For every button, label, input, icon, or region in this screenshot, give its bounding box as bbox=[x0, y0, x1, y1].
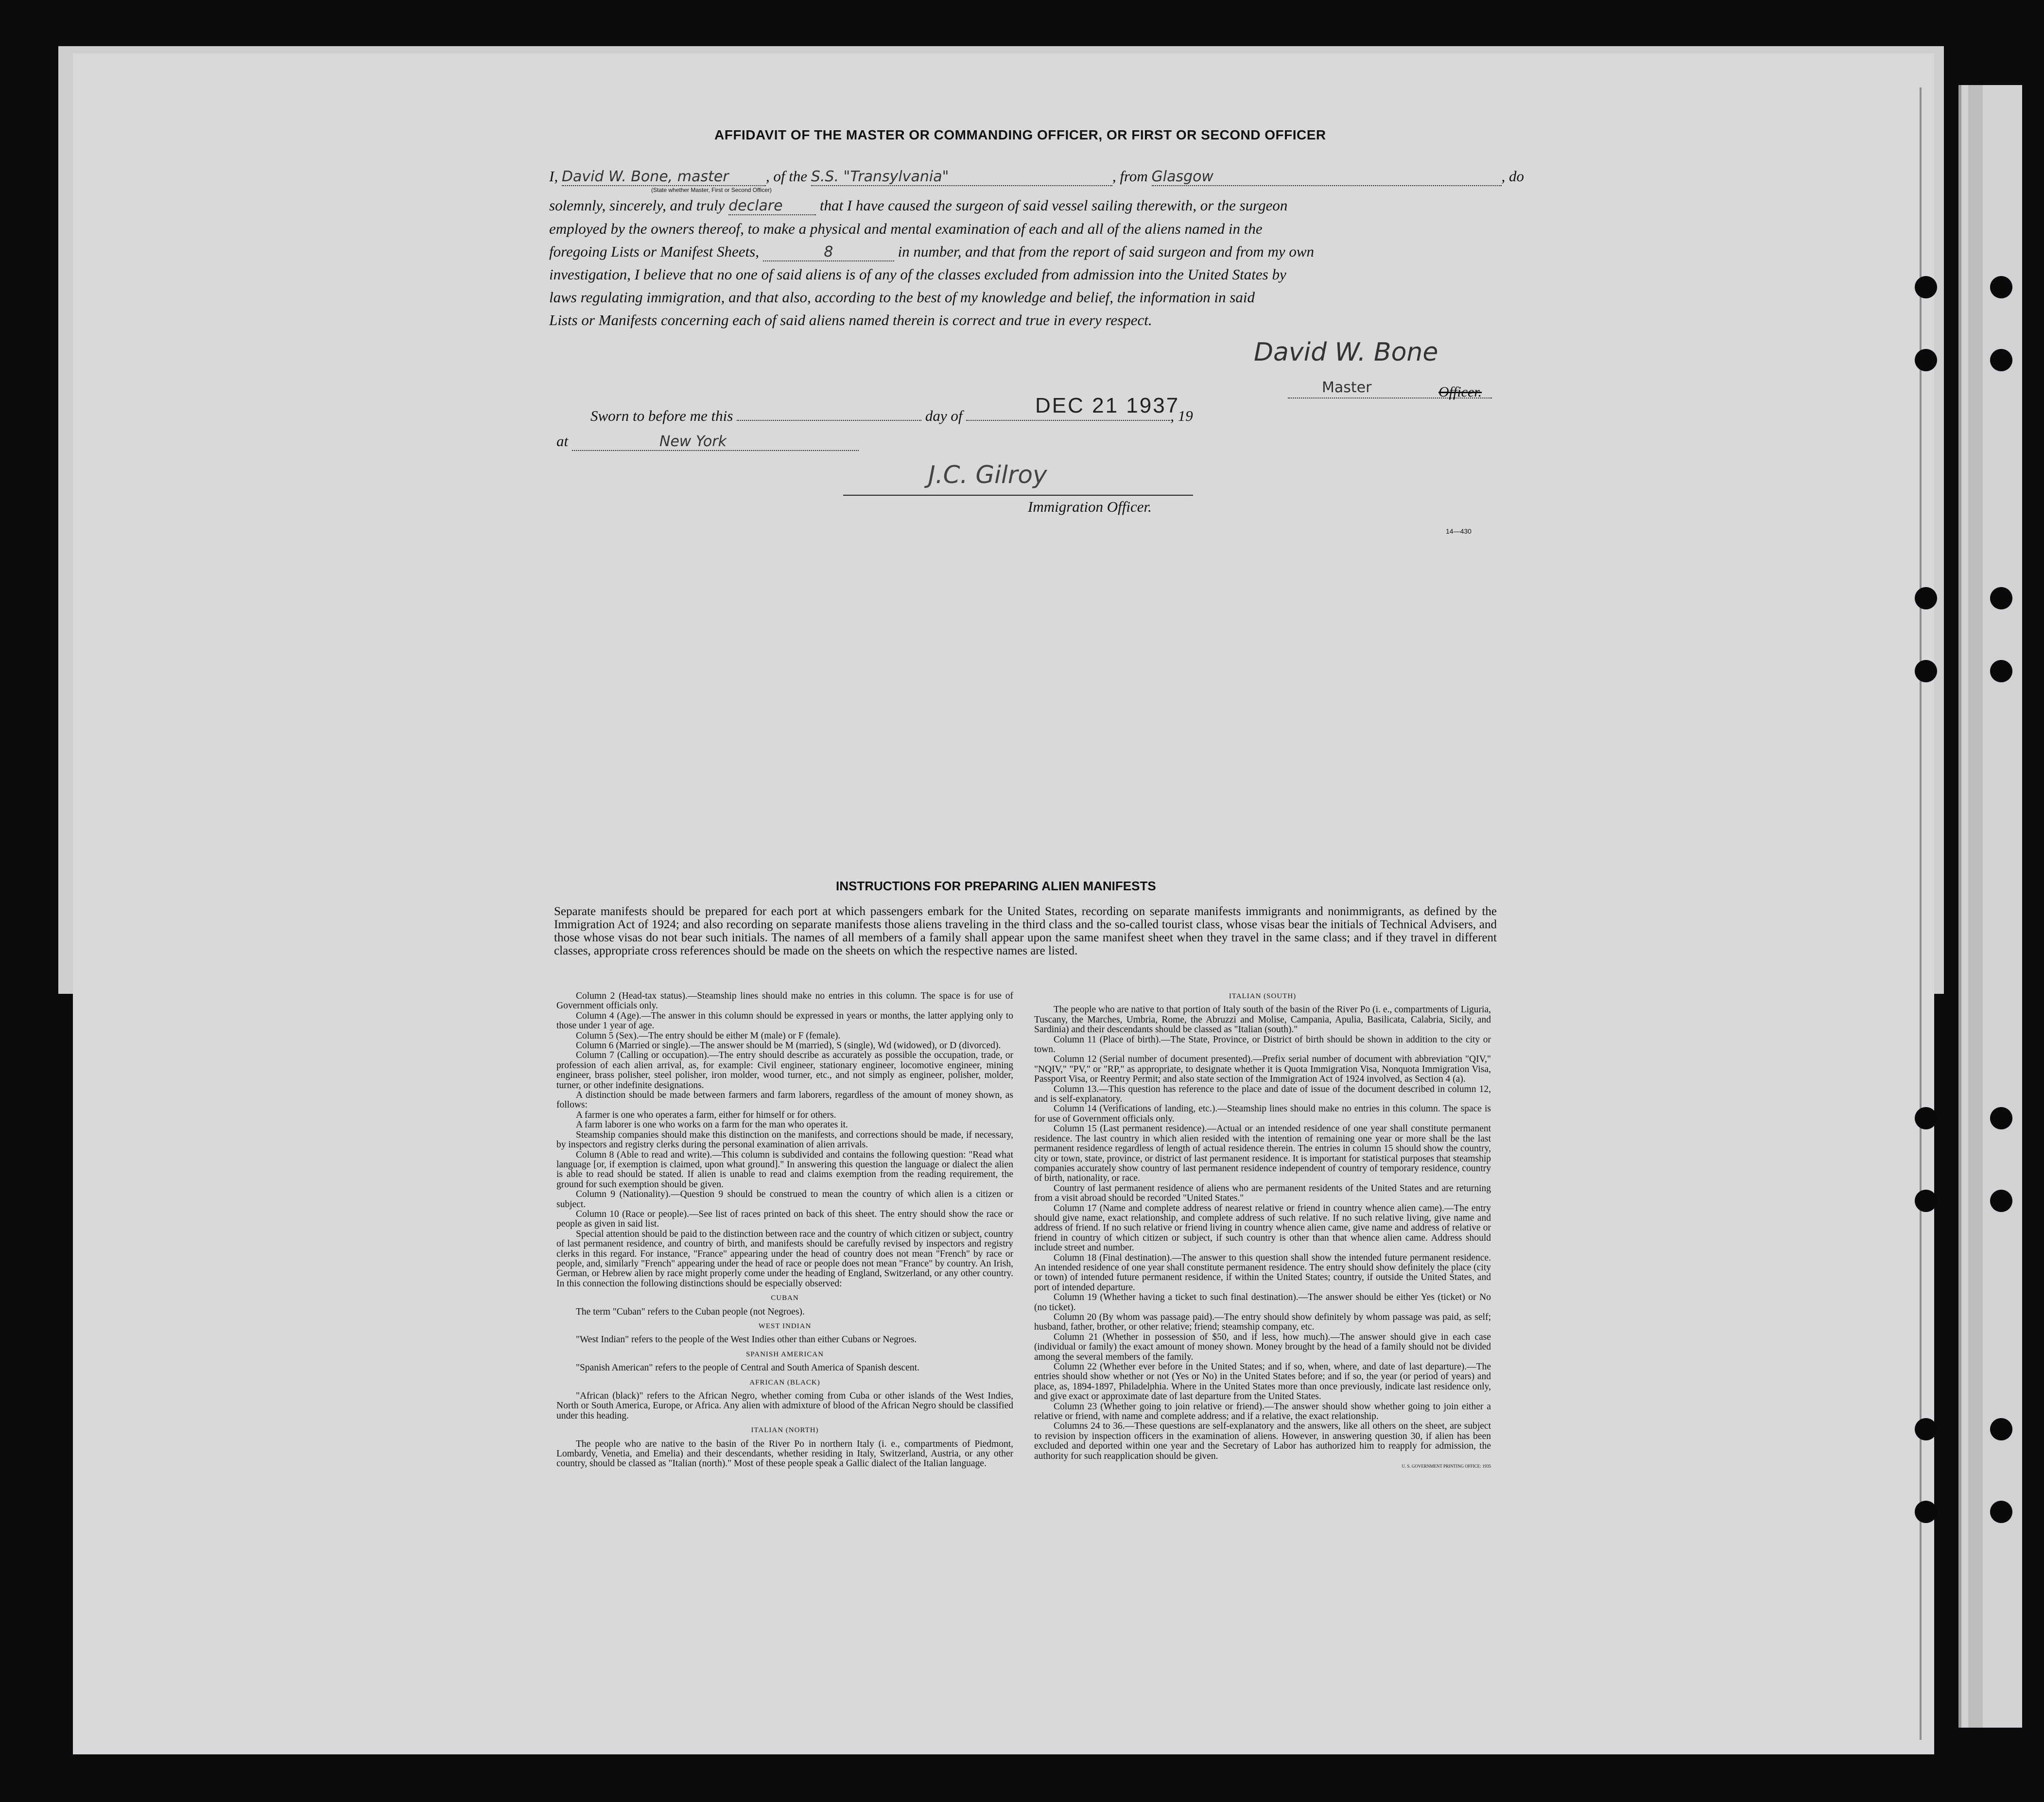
officer-title: Immigration Officer. bbox=[1028, 498, 1152, 515]
port-field bbox=[1152, 168, 1502, 186]
declare-word: declare bbox=[728, 197, 783, 214]
role-printed: Officer. bbox=[1438, 384, 1482, 400]
place-name: New York bbox=[659, 433, 727, 450]
section-heading: ITALIAN (NORTH) bbox=[751, 1426, 819, 1435]
master-signature: David W. Bone bbox=[1254, 338, 1438, 367]
punch-hole bbox=[1990, 660, 2012, 682]
instruction-paragraph: Column 8 (Able to read and write).—This column is subdivided and contains the following question: "Read what language [or, if exemption is claimed, upon what ground]." In answering this question the language or dialect the alien is able to read should be stated. If alien is unable to read and claims exemption from the reading requirement, the ground for such exemption should be given. bbox=[556, 1149, 1013, 1190]
instruction-paragraph: Column 12 (Serial number of document presented).—Prefix serial number of document with abbreviation "QIV," "NQIV," "PV," or "RP," as appropriate, to designate whether it is Quota Immigration Visa, Nonquota Immigration Visa, Passport Visa, or Reentry Permit; and also state section of the Immigration Act of 1924 involved, as Section 4 (a). bbox=[1034, 1054, 1491, 1085]
instruction-paragraph: Column 14 (Verifications of landing, etc.).—Steamship lines should make no entries in this column. The space is for use of Government officials only. bbox=[1034, 1104, 1491, 1124]
instruction-paragraph: Column 9 (Nationality).—Question 9 should be construed to mean the country of which alien is a citizen or subject. bbox=[556, 1189, 1013, 1210]
fold-line bbox=[1920, 87, 1922, 1740]
instruction-paragraph: A farm laborer is one who works on a farm for the man who operates it. bbox=[576, 1120, 848, 1130]
affidavit-line-6: laws regulating immigration, and that also, according to the best of my knowledge and belief, the information in said bbox=[549, 289, 1255, 306]
text: , do bbox=[1501, 168, 1524, 185]
instruction-paragraph: Steamship companies should make this distinction on the manifests, and corrections should be made, if necessary, by inspectors and registry clerks during the personal examination of alien arrivals. bbox=[556, 1129, 1013, 1150]
instruction-paragraph: Column 22 (Whether ever before in the United States; and if so, when, where, and date of last departure).—The entries should show whether or not (Yes or No) in the United States before; and if so, the year (or period of years) and place, as, 1894-1897, Philadelphia. Where in the United States more than once previously, indicate last residence only, and give exact or approximate date of last departure from the United States. bbox=[1034, 1362, 1491, 1402]
punch-hole bbox=[1990, 587, 2012, 609]
manifest-sheet bbox=[73, 53, 1934, 1754]
sheet-count-field bbox=[763, 243, 894, 261]
punch-hole bbox=[1915, 349, 1937, 371]
vessel-name: S.S. "Transylvania" bbox=[811, 168, 949, 185]
officer-signature-line bbox=[843, 495, 1193, 496]
master-name: David W. Bone, master bbox=[561, 168, 729, 185]
section-heading: WEST INDIAN bbox=[758, 1322, 812, 1330]
instruction-paragraph: The term "Cuban" refers to the Cuban people (not Negroes). bbox=[576, 1306, 805, 1317]
instructions-left-column bbox=[556, 991, 1013, 1469]
instruction-paragraph: Country of last permanent residence of aliens who are permanent residents of the United States and are returning from a visit abroad should be recorded "United States." bbox=[1034, 1183, 1491, 1204]
instruction-paragraph: Special attention should be paid to the distinction between race and the country of which citizen or subject, country of last permanent residence, and country of birth, and manifests should be carefully revised by inspectors and registry clerks in this regard. For instance, "France" appearing under the head of country does not mean "French" by race or people, and, similarly "French" appearing under the head of race or people does not mean "France" by country. An Irish, German, or Hebrew alien by race might properly come under the heading of England, Switzerland, or any other country. In this connection the following distinctions should be especially observed: bbox=[556, 1229, 1013, 1289]
instruction-paragraph: Column 11 (Place of birth).—The State, Province, or District of birth should be shown in addition to the city or town. bbox=[1034, 1034, 1491, 1055]
form-number: 14—430 bbox=[1446, 527, 1472, 535]
instruction-paragraph: Column 4 (Age).—The answer in this column should be expressed in years or months, the latter applying only to those under 1 year of age. bbox=[556, 1010, 1013, 1031]
instruction-paragraph: Column 19 (Whether having a ticket to such final destination).—The answer should be either Yes (ticket) or No (no ticket). bbox=[1034, 1292, 1491, 1313]
punch-hole bbox=[1990, 349, 2012, 371]
text: , 19 bbox=[1170, 407, 1193, 424]
affidavit-line-2 bbox=[549, 197, 1287, 215]
affidavit-title: AFFIDAVIT OF THE MASTER OR COMMANDING OFFICER, OR FIRST OR SECOND OFFICER bbox=[714, 127, 1326, 142]
instruction-paragraph: Column 21 (Whether in possession of $50, and if less, how much).—The answer should give in each case (individual or family) the exact amount of money shown. Money brought by the head of a family should not be divided among the several members of the family. bbox=[1034, 1332, 1491, 1362]
punch-hole bbox=[1915, 276, 1937, 298]
section-heading: AFRICAN (BLACK) bbox=[749, 1378, 820, 1386]
text: Sworn to before me this bbox=[590, 407, 733, 424]
text: , from bbox=[1112, 168, 1148, 185]
text: in number, and that from the report of said surgeon and from my own bbox=[898, 243, 1315, 260]
sworn-day-field bbox=[737, 420, 921, 421]
text: I, bbox=[549, 168, 558, 185]
master-name-field bbox=[562, 168, 766, 186]
instruction-paragraph: A distinction should be made between farmers and farm laborers, regardless of the amount of money shown, as follows: bbox=[556, 1090, 1013, 1110]
instruction-paragraph: "West Indian" refers to the people of the West Indies other than either Cubans or Negroes. bbox=[576, 1334, 917, 1345]
punch-hole bbox=[1990, 1418, 2012, 1440]
punch-hole bbox=[1915, 1418, 1937, 1440]
text: , of the bbox=[765, 168, 808, 185]
punch-hole bbox=[1990, 1501, 2012, 1523]
instruction-paragraph: The people who are native to that portion of Italy south of the basin of the River Po (i. e., compartments of Liguria, Tuscany, the Marches, Umbria, Rome, the Abruzzi and Molise, Campania, Apulia, Basilicata, Calabria, Sicily, and Sardinia) and their descendants should be classed as "Italian (south)." bbox=[1034, 1005, 1491, 1035]
instruction-paragraph: The people who are native to the basin of the River Po in northern Italy (i. e., compartments of Piedmont, Lombardy, Venetia, and Emelia) and their descendants, whether residing in Italy, Switzerland, Austria, or any other country, should be classed as "Italian (north)." Most of these people speak a Gallic dialect of the Italian language. bbox=[556, 1438, 1013, 1469]
instruction-paragraph: Column 5 (Sex).—The entry should be either M (male) or F (female). bbox=[576, 1030, 841, 1041]
instruction-paragraph: Column 10 (Race or people).—See list of races printed on back of this sheet. The entry should show the race or people as given in said list. bbox=[556, 1209, 1013, 1230]
role-handwritten: Master bbox=[1322, 379, 1372, 396]
section-heading: ITALIAN (SOUTH) bbox=[1229, 992, 1297, 1000]
instruction-paragraph: Column 15 (Last permanent residence).—Actual or an intended residence of one year shall constitute permanent residence. The last country in which alien resided with the intention of remaining one year or more shall be the last permanent residence regardless of length of actual residence therein. The entries in column 15 should show the country, city or town, state, province, or district of last permanent residence. It is important for statistical purposes that steamship companies accurately show country of last permanent residence independent of country of temporary residence, country of birth, nationality, or race. bbox=[1034, 1124, 1491, 1184]
affidavit-line-5: investigation, I believe that no one of said aliens is of any of the classes excluded from admission into the United States by bbox=[549, 266, 1286, 283]
affidavit-line-3: employed by the owners thereof, to make a physical and mental examination of each and all of the aliens named in the bbox=[549, 220, 1263, 237]
affidavit-line-1 bbox=[549, 168, 1524, 186]
place-line bbox=[556, 433, 859, 451]
instruction-paragraph: Column 18 (Final destination).—The answer to this question shall show the intended future permanent residence. An intended residence of one year shall constitute permanent residence. The entry should show definitely the place (city or town) of intended future permanent residence, if within the United States; country, if outside the United States, and port of intended departure. bbox=[1034, 1252, 1491, 1293]
punch-hole bbox=[1915, 1190, 1937, 1212]
instructions-intro: Separate manifests should be prepared for each port at which passengers embark for the United States, recording on separate manifests immigrants and nonimmigrants, as defined by the Immigration Act of 1924; and also recording on separate manifests those aliens traveling in the third class and the so-called tourist class, whose visas bear the initials of Technical Advisers, and those whose visas do not bear such initials. The names of all members of a family shall appear upon the same manifest sheet when they travel in the same class; and if they travel in different classes, appropriate cross references should be made on the sheets on which the respective names are listed. bbox=[554, 905, 1497, 957]
instructions-title: INSTRUCTIONS FOR PREPARING ALIEN MANIFESTS bbox=[836, 879, 1156, 893]
instructions-right-column bbox=[1034, 991, 1491, 1472]
instruction-paragraph: Column 2 (Head-tax status).—Steamship lines should make no entries in this column. The space is for use of Government officials only. bbox=[556, 991, 1013, 1011]
instruction-paragraph: Column 7 (Calling or occupation).—The entry should describe as accurately as possible the occupation, trade, or profession of each alien arrival, as, for example: Civil engineer, stationary engineer, locomotive engineer, mining engineer, brass polisher, steel polisher, iron molder, wood turner, etc., and not simply as engineer, polisher, molder, turner, or other indefinite designations. bbox=[556, 1050, 1013, 1091]
instruction-paragraph: "Spanish American" refers to the people of Central and South America of Spanish descent. bbox=[576, 1363, 919, 1373]
text: foregoing Lists or Manifest Sheets, bbox=[549, 243, 759, 260]
text: solemnly, sincerely, and truly bbox=[549, 197, 725, 214]
instruction-paragraph: A farmer is one who operates a farm, either for himself or for others. bbox=[576, 1109, 836, 1120]
immigration-officer-signature: J.C. Gilroy bbox=[928, 461, 1047, 489]
punch-hole bbox=[1915, 660, 1937, 682]
declare-field bbox=[728, 197, 816, 215]
sheet-count: 8 bbox=[824, 243, 833, 260]
punch-hole bbox=[1915, 1501, 1937, 1523]
instruction-paragraph: Column 23 (Whether going to join relative or friend).—The answer should show whether going to join either a relative or friend, with name and complete address; and if a relative, the exact relationship. bbox=[1034, 1401, 1491, 1422]
punch-hole bbox=[1915, 1107, 1937, 1129]
punch-hole bbox=[1990, 1190, 2012, 1212]
punch-hole bbox=[1915, 587, 1937, 609]
binding-strip-inner bbox=[1968, 85, 1983, 1728]
sworn-month-field bbox=[966, 420, 1170, 421]
vessel-field bbox=[811, 168, 1112, 186]
text: day of bbox=[925, 407, 963, 424]
name-field-note: (State whether Master, First or Second Officer) bbox=[651, 187, 772, 193]
instruction-paragraph: "African (black)" refers to the African Negro, whether coming from Cuba or other islands of the West Indies, North or South America, Europe, or Africa. Any alien with admixture of blood of the African Negro should be classified under this heading. bbox=[556, 1391, 1013, 1421]
instruction-paragraph: Column 6 (Married or single).—The answer should be M (married), S (single), Wd (widowed), or D (divorced). bbox=[576, 1040, 1001, 1051]
affidavit-line-7: Lists or Manifests concerning each of said aliens named therein is correct and true in every respect. bbox=[549, 312, 1152, 329]
text: at bbox=[556, 433, 569, 450]
affidavit-line-4 bbox=[549, 243, 1314, 261]
instruction-paragraph: Column 13.—This question has reference to the place and date of issue of the document described in column 12, and is self-explanatory. bbox=[1034, 1084, 1491, 1105]
instruction-paragraph: Columns 24 to 36.—These questions are self-explanatory and the answers, like all others on the sheet, are subject to revision by inspection officers in the examination of aliens. However, in answering question 30, if alien has been excluded and deported within one year and the Secretary of Labor has authorized him to reapply for admission, the authority for such reapplication should be given. bbox=[1034, 1421, 1491, 1461]
place-field bbox=[572, 433, 859, 451]
punch-hole bbox=[1990, 1107, 2012, 1129]
section-heading: CUBAN bbox=[771, 1294, 799, 1302]
date-stamp: DEC 21 1937 bbox=[1035, 394, 1180, 417]
instruction-paragraph: Column 17 (Name and complete address of nearest relative or friend in country whence alien came).—The entry should give name, exact relationship, and complete address of such relative. If no such relative living, give name and address of friend. If no such relative or friend living in country whence alien came, give name and address of relative or friend in country of which citizen or subject, if such country is other than that whence alien came. Address should include street and number. bbox=[1034, 1203, 1491, 1253]
text: that I have caused the surgeon of said vessel sailing therewith, or the surgeon bbox=[819, 197, 1288, 214]
printer-imprint: U. S. GOVERNMENT PRINTING OFFICE: 1935 bbox=[1402, 1464, 1491, 1469]
section-heading: SPANISH AMERICAN bbox=[745, 1350, 824, 1358]
instruction-paragraph: Column 20 (By whom was passage paid).—The entry should show definitely by whom passage was paid, as self; husband, father, brother, or other relative; friend; steamship company, etc. bbox=[1034, 1312, 1491, 1333]
port-name: Glasgow bbox=[1151, 168, 1214, 185]
punch-hole bbox=[1990, 276, 2012, 298]
